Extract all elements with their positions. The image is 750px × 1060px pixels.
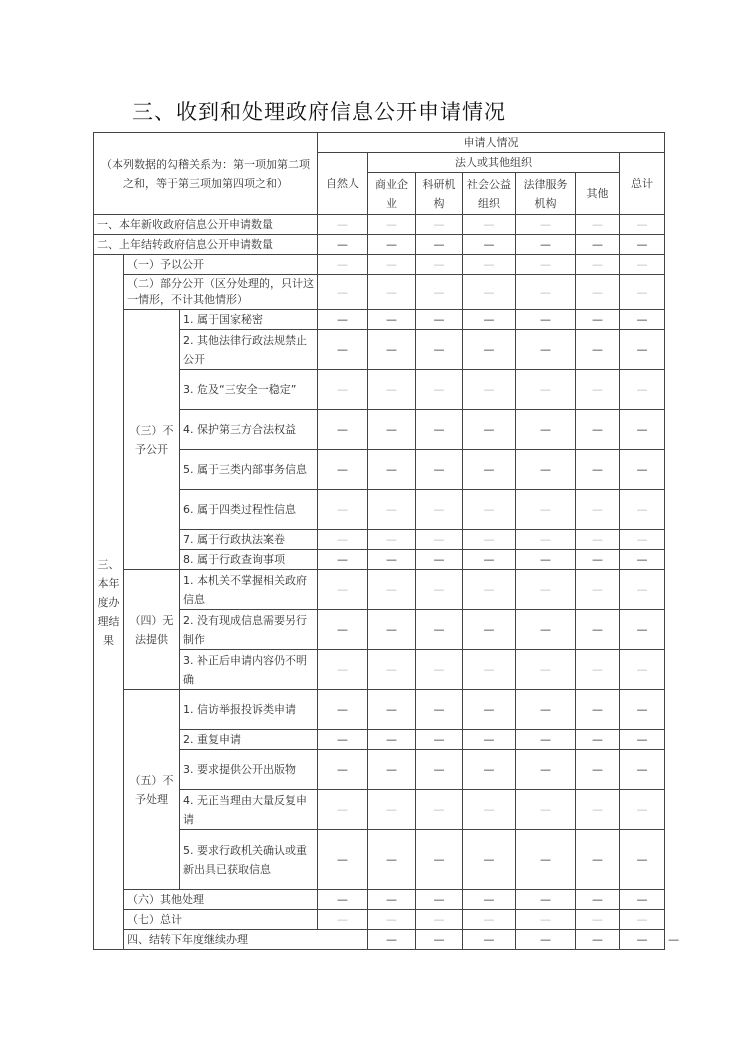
table-cell: — (620, 215, 665, 235)
table-cell: — (463, 690, 516, 730)
item-label: 4. 保护第三方合法权益 (180, 410, 318, 450)
row-label-carried-over: 二、上年结转政府信息公开申请数量 (94, 235, 318, 255)
legal-service-header: 法律服务机构 (516, 173, 576, 215)
table-cell: — (516, 255, 576, 275)
table-cell: — (318, 830, 368, 890)
table-cell: — (620, 910, 665, 930)
table-cell: — (516, 750, 576, 790)
table-cell: — (576, 750, 620, 790)
item-label: 5. 属于三类内部事务信息 (180, 450, 318, 490)
other-header: 其他 (576, 173, 620, 215)
table-cell: — (576, 830, 620, 890)
table-cell: — (620, 255, 665, 275)
table-cell: — (620, 370, 665, 410)
table-cell: — (368, 750, 416, 790)
table-cell: — (620, 690, 665, 730)
table-cell: — (576, 215, 620, 235)
table-cell: — (368, 610, 416, 650)
table-cell: — (318, 750, 368, 790)
table-cell: — (516, 370, 576, 410)
table-cell: — (516, 450, 576, 490)
table-cell: — (318, 255, 368, 275)
table-cell: — (318, 410, 368, 450)
row-label-other-handling: （六）其他处理 (124, 890, 318, 910)
table-cell: — (620, 530, 665, 550)
table-cell: — (516, 275, 576, 310)
table-cell: — (368, 730, 416, 750)
row-label-results: 三、本年度办理结果 (94, 255, 124, 950)
item-label: 3. 补正后申请内容仍不明确 (180, 650, 318, 690)
page-title: 三、收到和处理政府信息公开申请情况 (132, 100, 506, 124)
item-label: 7. 属于行政执法案卷 (180, 530, 318, 550)
table-cell: — (368, 550, 416, 570)
row-label-carry-forward: 四、结转下年度继续办理 (124, 930, 368, 950)
table-cell: — (416, 930, 463, 950)
item-label: 2. 其他法律行政法规禁止公开 (180, 330, 318, 370)
table-cell: — (416, 450, 463, 490)
table-cell: — (516, 790, 576, 830)
legal-person-header: 法人或其他组织 (368, 153, 620, 173)
table-cell: — (576, 370, 620, 410)
table-cell: — (368, 235, 416, 255)
table-cell: — (416, 490, 463, 530)
table-cell: — (516, 730, 576, 750)
table-cell: — (620, 730, 665, 750)
table-cell: — (368, 890, 416, 910)
table-cell: — (576, 610, 620, 650)
table-cell: — (516, 910, 576, 930)
table-cell: — (576, 490, 620, 530)
table-cell: — (318, 650, 368, 690)
item-label: 3. 危及“三安全一稳定” (180, 370, 318, 410)
table-cell: — (463, 215, 516, 235)
table-cell: — (416, 730, 463, 750)
table-cell: — (620, 235, 665, 255)
table-cell: — (463, 530, 516, 550)
item-label: 6. 属于四类过程性信息 (180, 490, 318, 530)
row-label-new-applications: 一、本年新收政府信息公开申请数量 (94, 215, 318, 235)
table-cell: — (416, 790, 463, 830)
table-cell: — (368, 790, 416, 830)
applicant-situation-header: 申请人情况 (318, 133, 665, 153)
table-cell: — (463, 330, 516, 370)
table-cell: — (416, 610, 463, 650)
table-cell: — (576, 275, 620, 310)
table-cell: — (620, 790, 665, 830)
table-cell: — (463, 890, 516, 910)
table-cell: — (416, 310, 463, 330)
table-cell: — (318, 275, 368, 310)
table-cell: — (463, 410, 516, 450)
table-cell: — (576, 235, 620, 255)
research-header: 科研机构 (416, 173, 463, 215)
table-cell: — (318, 235, 368, 255)
table-cell: — (620, 650, 665, 690)
table-cell: — (368, 830, 416, 890)
table-cell: — (516, 570, 576, 610)
table-cell: — (416, 275, 463, 310)
table-cell: — (318, 490, 368, 530)
table-cell: — (416, 890, 463, 910)
table-cell: — (620, 750, 665, 790)
table-cell: — (516, 490, 576, 530)
table-cell: — (620, 330, 665, 370)
table-cell: — (516, 650, 576, 690)
total-header: 总计 (620, 153, 665, 215)
item-label: 2. 没有现成信息需要另行制作 (180, 610, 318, 650)
table-cell: — (516, 610, 576, 650)
table-cell: — (318, 910, 368, 930)
item-label: 1. 属于国家秘密 (180, 310, 318, 330)
table-cell: — (368, 410, 416, 450)
item-label: 8. 属于行政查询事项 (180, 550, 318, 570)
table-cell: — (576, 530, 620, 550)
table-cell: — (576, 255, 620, 275)
table-cell: — (368, 215, 416, 235)
table-cell: — (318, 215, 368, 235)
table-cell: — (318, 530, 368, 550)
table-cell: — (318, 450, 368, 490)
table-cell: — (620, 490, 665, 530)
table-cell: — (318, 370, 368, 410)
business-header: 商业企业 (368, 173, 416, 215)
table-cell: — (620, 570, 665, 610)
table-cell: — (318, 730, 368, 750)
table-cell: — (576, 330, 620, 370)
table-cell: — (463, 730, 516, 750)
public-welfare-header: 社会公益组织 (463, 173, 516, 215)
relation-note: （本列数据的勾稽关系为：第一项加第二项之和，等于第三项加第四项之和） (94, 133, 318, 215)
table-cell: — (516, 530, 576, 550)
item-label: 5. 要求行政机关确认或重新出具已获取信息 (180, 830, 318, 890)
table-cell: — (416, 530, 463, 550)
item-label: 2. 重复申请 (180, 730, 318, 750)
table-cell: — (516, 410, 576, 450)
table-cell: — (576, 410, 620, 450)
table-cell: — (620, 310, 665, 330)
table-cell: — (416, 650, 463, 690)
table-cell: — (368, 450, 416, 490)
table-cell: — (416, 255, 463, 275)
table-cell: — (318, 690, 368, 730)
table-cell: — (368, 910, 416, 930)
table-cell: — (620, 890, 665, 910)
table-cell: — (516, 930, 576, 950)
item-label: 1. 信访举报投诉类申请 (180, 690, 318, 730)
table-cell: — (463, 275, 516, 310)
table-cell: — (576, 890, 620, 910)
table-cell: — (416, 550, 463, 570)
table-cell: — (463, 450, 516, 490)
table-cell: — (463, 370, 516, 410)
table-cell: — (620, 410, 665, 450)
table-cell: — (416, 570, 463, 610)
table-cell: — (576, 550, 620, 570)
table-cell: — (318, 890, 368, 910)
table-cell: — (576, 310, 620, 330)
table-cell: — (368, 570, 416, 610)
table-cell: — (463, 650, 516, 690)
table-cell: — (516, 235, 576, 255)
row-label-partial: （二）部分公开（区分处理的，只计这一情形，不计其他情形） (124, 275, 318, 310)
table-cell: — (368, 690, 416, 730)
table-cell: — (368, 530, 416, 550)
table-cell: — (416, 690, 463, 730)
table-cell: — (516, 310, 576, 330)
table-cell: — (620, 550, 665, 570)
table-cell: — (516, 690, 576, 730)
table-cell: — (463, 490, 516, 530)
table-cell: — (368, 490, 416, 530)
table-cell: — (416, 370, 463, 410)
table-cell: — (318, 790, 368, 830)
row-label-subtotal: （七）总计 (124, 910, 318, 930)
table-cell: — (463, 930, 516, 950)
table-cell: — (620, 450, 665, 490)
table-cell: — (516, 830, 576, 890)
table-cell: — (463, 790, 516, 830)
table-cell: — (463, 910, 516, 930)
table-cell: — (318, 570, 368, 610)
table-cell: — (620, 610, 665, 650)
table-cell: — (620, 930, 665, 950)
table-cell: — (318, 610, 368, 650)
table-cell: — (576, 450, 620, 490)
table-cell: — (620, 275, 665, 310)
table-cell: — (463, 750, 516, 790)
table-cell: — (368, 650, 416, 690)
table-cell: — (463, 235, 516, 255)
table-cell: — (463, 310, 516, 330)
item-label: 4. 无正当理由大量反复申请 (180, 790, 318, 830)
table-cell: — (318, 330, 368, 370)
application-stats-table: （本列数据的勾稽关系为：第一项加第二项之和，等于第三项加第四项之和） 申请人情况 自然人 法人或其他组织 总计 商业企业 科研机构 社会公益组织 法律服务机构 其他 一、本年新收政府信息公开申请数量 — — — — — — — 二、上年结转政府信息公开申请数量 — — — — — — — 三、本年度办理结果 （一）予以公开 — — — — — — — （二）部分公开（区分处理的，只计这一情形，不计其他情形） — — — — — — — （三）不予公开 1. 属于国家秘密 — — — — — — — 2. 其他法律行政法规禁止公开 — — — — — — — 3. 危及“三安全一稳定” — — — — — — — 4. 保护第三方合法权益 — — — — — — — 5. 属于三类内部事务信息 — — — — — — — 6. 属于四类过程性信息 — — — — — — — 7. 属于行政执法案卷 — — — — — — — 8. 属于行政查询事项 — — — — — — — （四）无法提供 1. 本机关不掌握相关政府信息 — — — — — — — 2. 没有现成信息需要另行制作 — — — — — — — 3. 补正后申请内容仍不明确 — — — — — — — （五）不予处理 1. 信访举报投诉类申请 — — — — — — — 2. 重复申请 — — — — — — — 3. 要求提供公开出版物 — — — — — — — 4. 无正当理由大量反复申请 — — — — — — — 5. 要求行政机关确认或重新出具已获取信息 — — — — — — — （六）其他处理 — — — — — — — （七）总计 — — — — — — — 四、结转下年度继续办理 — — — — — — — (93, 132, 665, 950)
table-cell: — (318, 310, 368, 330)
table-cell: — (576, 790, 620, 830)
table-cell: — (516, 550, 576, 570)
table-cell: — (368, 370, 416, 410)
group-label-cannot-provide: （四）无法提供 (124, 570, 180, 690)
table-cell: — (463, 550, 516, 570)
table-cell: — (416, 830, 463, 890)
table-cell: — (368, 310, 416, 330)
table-cell: — (416, 910, 463, 930)
table-cell: — (576, 910, 620, 930)
table-cell: — (368, 930, 416, 950)
table-cell: — (368, 330, 416, 370)
table-cell: — (318, 550, 368, 570)
item-label: 1. 本机关不掌握相关政府信息 (180, 570, 318, 610)
table-cell: — (516, 890, 576, 910)
table-cell: — (576, 570, 620, 610)
table-cell: — (576, 930, 620, 950)
table-cell: — (416, 410, 463, 450)
group-label-not-disclosed: （三）不予公开 (124, 310, 180, 570)
table-cell: — (576, 650, 620, 690)
table-cell: — (463, 830, 516, 890)
table-cell: — (516, 330, 576, 370)
natural-person-header: 自然人 (318, 153, 368, 215)
table-cell: — (516, 215, 576, 235)
table-cell: — (416, 330, 463, 370)
table-cell: — (620, 830, 665, 890)
table-cell: — (463, 255, 516, 275)
table-cell: — (368, 255, 416, 275)
table-cell: — (463, 570, 516, 610)
table-cell: — (416, 750, 463, 790)
table-cell: — (368, 275, 416, 310)
table-cell: — (416, 235, 463, 255)
table-cell: — (416, 215, 463, 235)
table-cell: — (463, 610, 516, 650)
item-label: 3. 要求提供公开出版物 (180, 750, 318, 790)
table-cell: — (576, 730, 620, 750)
row-label-disclosed: （一）予以公开 (124, 255, 318, 275)
group-label-not-processed: （五）不予处理 (124, 690, 180, 890)
table-cell: — (576, 690, 620, 730)
